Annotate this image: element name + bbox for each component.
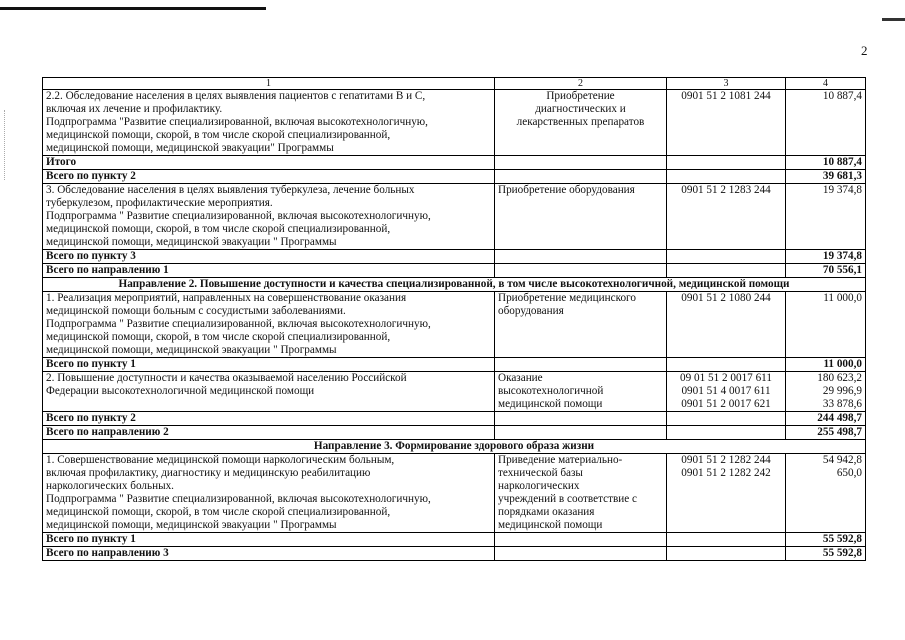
total-empty xyxy=(667,547,786,561)
total-empty xyxy=(667,426,786,440)
item-budget-code xyxy=(667,184,786,250)
item-budget-code xyxy=(667,292,786,358)
item-activity xyxy=(495,90,667,156)
section-heading: Направление 2. Повышение доступности и качества специализированной, в том числе высокотехнологичной, медицинской помощи xyxy=(43,278,866,292)
total-row xyxy=(43,412,866,426)
total-row xyxy=(43,170,866,184)
section-row xyxy=(43,440,866,454)
total-label: Всего по направлению 2 xyxy=(43,426,495,440)
item-activity xyxy=(495,184,667,250)
description-line: Подпрограмма " Развитие специализированной, включая высокотехнологичную, xyxy=(46,210,431,222)
item-amount xyxy=(786,292,866,358)
total-empty xyxy=(495,264,667,278)
item-row xyxy=(43,184,866,250)
item-description xyxy=(43,184,495,250)
activity-line: технической базы xyxy=(498,467,583,479)
total-row xyxy=(43,426,866,440)
activity-line: Приведение материально- xyxy=(498,454,623,466)
description-line: 1. Совершенствование медицинской помощи наркологическим больным, xyxy=(46,454,395,466)
budget-code: 0901 51 2 0017 621 xyxy=(681,398,771,410)
activity-line: высокотехнологичной xyxy=(498,385,604,397)
activity-line: лекарственных препаратов xyxy=(516,116,645,128)
activity-line: Приобретение оборудования xyxy=(498,184,635,196)
total-row xyxy=(43,358,866,372)
budget-code: 0901 51 2 1283 244 xyxy=(681,184,771,196)
description-line: медицинской помощи, скорой, в том числе скорой специализированной, xyxy=(46,129,391,141)
total-empty xyxy=(667,533,786,547)
total-value: 244 498,7 xyxy=(786,412,866,426)
column-header: 1 xyxy=(43,78,495,90)
activity-line: наркологических xyxy=(498,480,580,492)
budget-code: 0901 51 2 1282 244 xyxy=(681,454,771,466)
amount-value: 54 942,8 xyxy=(822,454,862,466)
activity-line: Приобретение xyxy=(546,90,615,102)
item-activity xyxy=(495,454,667,533)
item-description xyxy=(43,372,495,412)
total-value: 11 000,0 xyxy=(786,358,866,372)
total-label: Итого xyxy=(43,156,495,170)
total-label: Всего по пункту 1 xyxy=(43,533,495,547)
budget-code: 0901 51 2 1081 244 xyxy=(681,90,771,102)
description-line: медицинской помощи, медицинской эвакуации " Программы xyxy=(46,344,337,356)
item-description xyxy=(43,454,495,533)
budget-code: 09 01 51 2 0017 611 xyxy=(680,372,772,384)
activity-line: Оказание xyxy=(498,372,543,384)
description-line: медицинской помощи больным с сосудистыми заболеваниями. xyxy=(46,305,346,317)
amount-value: 11 000,0 xyxy=(823,292,862,304)
total-empty xyxy=(495,412,667,426)
column-header: 3 xyxy=(667,78,786,90)
description-line: Подпрограмма " Развитие специализированной, включая высокотехнологичную, xyxy=(46,493,431,505)
section-row xyxy=(43,278,866,292)
total-label: Всего по пункту 3 xyxy=(43,250,495,264)
activity-line: Приобретение медицинского xyxy=(498,292,636,304)
item-amount xyxy=(786,90,866,156)
top-rule-right xyxy=(882,18,905,21)
item-description xyxy=(43,90,495,156)
description-line: медицинской помощи, медицинской эвакуации" Программы xyxy=(46,142,334,154)
total-label: Всего по направлению 3 xyxy=(43,547,495,561)
margin-mark xyxy=(4,110,7,180)
column-header: 2 xyxy=(495,78,667,90)
amount-value: 33 878,6 xyxy=(822,398,862,410)
column-header: 4 xyxy=(786,78,866,90)
activity-line: порядками оказания xyxy=(498,506,595,518)
total-value: 255 498,7 xyxy=(786,426,866,440)
description-line: Подпрограмма "Развитие специализированной, включая высокотехнологичную, xyxy=(46,116,428,128)
item-budget-code xyxy=(667,454,786,533)
total-empty xyxy=(667,264,786,278)
total-row xyxy=(43,264,866,278)
description-line: включая их лечение и профилактику. xyxy=(46,103,223,115)
budget-code: 0901 51 2 1282 242 xyxy=(681,467,771,479)
total-label: Всего по направлению 1 xyxy=(43,264,495,278)
description-line: 2. Повышение доступности и качества оказываемой населению Российской xyxy=(46,372,407,384)
total-empty xyxy=(495,426,667,440)
amount-value: 180 623,2 xyxy=(817,372,862,384)
total-value: 39 681,3 xyxy=(786,170,866,184)
amount-value: 650,0 xyxy=(836,467,862,479)
total-label: Всего по пункту 2 xyxy=(43,412,495,426)
total-row xyxy=(43,533,866,547)
description-line: медицинской помощи, медицинской эвакуации " Программы xyxy=(46,236,337,248)
top-rule xyxy=(0,7,266,10)
description-line: медицинской помощи, скорой, в том числе скорой специализированной, xyxy=(46,223,391,235)
column-header-row xyxy=(43,78,866,90)
total-empty xyxy=(667,412,786,426)
description-line: 1. Реализация мероприятий, направленных на совершенствование оказания xyxy=(46,292,407,304)
total-empty xyxy=(667,170,786,184)
page-number: 2 xyxy=(861,43,868,58)
activity-line: медицинской помощи xyxy=(498,398,603,410)
description-line: включая профилактику, диагностику и медицинскую реабилитацию xyxy=(46,467,371,479)
description-line: медицинской помощи, скорой, в том числе скорой специализированной, xyxy=(46,331,391,343)
budget-code: 0901 51 2 1080 244 xyxy=(681,292,771,304)
total-row xyxy=(43,250,866,264)
amount-value: 19 374,8 xyxy=(822,184,862,196)
amount-value: 29 996,9 xyxy=(822,385,862,397)
total-value: 70 556,1 xyxy=(786,264,866,278)
total-empty xyxy=(667,156,786,170)
item-description xyxy=(43,292,495,358)
total-empty xyxy=(495,156,667,170)
total-empty xyxy=(495,533,667,547)
description-line: Федерации высокотехнологичной медицинской помощи xyxy=(46,385,315,397)
item-budget-code xyxy=(667,372,786,412)
total-empty xyxy=(495,170,667,184)
item-row xyxy=(43,90,866,156)
description-line: 3. Обследование населения в целях выявления туберкулеза, лечение больных xyxy=(46,184,415,196)
item-row xyxy=(43,292,866,358)
total-value: 10 887,4 xyxy=(786,156,866,170)
total-label: Всего по пункту 2 xyxy=(43,170,495,184)
item-activity xyxy=(495,372,667,412)
budget-code: 0901 51 4 0017 611 xyxy=(681,385,771,397)
activity-line: оборудования xyxy=(498,305,564,317)
total-empty xyxy=(495,358,667,372)
total-row xyxy=(43,547,866,561)
item-row xyxy=(43,454,866,533)
total-empty xyxy=(667,358,786,372)
total-value: 55 592,8 xyxy=(786,547,866,561)
description-line: туберкулезом, профилактические мероприятия. xyxy=(46,197,273,209)
description-line: наркологических больных. xyxy=(46,480,174,492)
total-empty xyxy=(495,250,667,264)
item-amount xyxy=(786,454,866,533)
description-line: медицинской помощи, медицинской эвакуации " Программы xyxy=(46,519,337,531)
item-amount xyxy=(786,372,866,412)
item-activity xyxy=(495,292,667,358)
item-amount xyxy=(786,184,866,250)
total-empty xyxy=(667,250,786,264)
total-value: 55 592,8 xyxy=(786,533,866,547)
total-empty xyxy=(495,547,667,561)
description-line: медицинской помощи, скорой, в том числе скорой специализированной, xyxy=(46,506,391,518)
item-budget-code xyxy=(667,90,786,156)
total-row xyxy=(43,156,866,170)
activity-line: учреждений в соответствие с xyxy=(498,493,637,505)
activity-line: медицинской помощи xyxy=(498,519,603,531)
description-line: Подпрограмма " Развитие специализированной, включая высокотехнологичную, xyxy=(46,318,431,330)
total-value: 19 374,8 xyxy=(786,250,866,264)
activity-line: диагностических и xyxy=(535,103,626,115)
amount-value: 10 887,4 xyxy=(822,90,862,102)
section-heading: Направление 3. Формирование здорового образа жизни xyxy=(43,440,866,454)
budget-table xyxy=(42,77,866,561)
item-row xyxy=(43,372,866,412)
description-line: 2.2. Обследование населения в целях выявления пациентов с гепатитами В и С, xyxy=(46,90,426,102)
total-label: Всего по пункту 1 xyxy=(43,358,495,372)
